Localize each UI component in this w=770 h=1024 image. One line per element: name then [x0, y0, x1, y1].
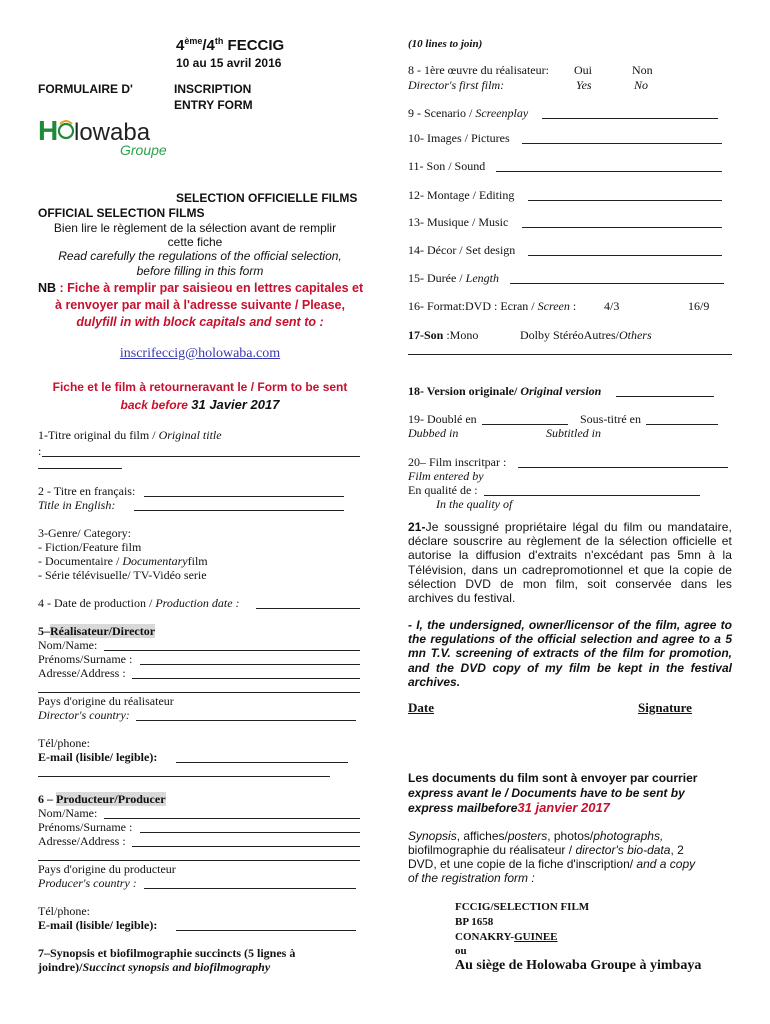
q21-text-fr: [408, 520, 732, 605]
q5-country-italic: Director's country:: [38, 708, 130, 722]
q1-label: [38, 428, 222, 443]
text-span: 6 –: [38, 792, 56, 806]
text-span: Others: [618, 328, 652, 342]
text-span: and a copy: [636, 857, 696, 871]
q6-country-label: Pays d'origine du producteur: [38, 862, 176, 876]
address-line-2: BP 1658: [455, 916, 494, 928]
q3-label: 3-Genre/ Category:: [38, 526, 131, 540]
q9-label: [408, 106, 528, 121]
text-span: film: [187, 554, 208, 568]
q1-input-line[interactable]: [42, 456, 360, 457]
q19-subtitled-label: Sous-titré en: [580, 412, 641, 426]
q6-heading: [38, 792, 166, 807]
text-span: 15- Durée /: [408, 271, 466, 285]
q17-label: [408, 328, 478, 343]
q2-input-line[interactable]: [144, 496, 344, 497]
q6-address-input[interactable]: [132, 846, 360, 847]
read-fr-2: cette fiche: [167, 235, 223, 249]
q19-subtitled-input[interactable]: [646, 424, 718, 425]
q20-label: 20– Film inscritpar :: [408, 455, 507, 469]
form-label-inscription: INSCRIPTION: [174, 82, 252, 96]
text-span: Original title: [158, 428, 222, 442]
q7-line-2: [38, 960, 270, 975]
address-line-5: Au siège de Holowaba Groupe à yimbaya: [455, 958, 702, 973]
q7-line-1: 7–Synopsis et biofilmographie succincts (5 lignes à: [38, 946, 296, 960]
q20-quality-input[interactable]: [484, 495, 700, 496]
signature-label: Signature: [638, 700, 692, 715]
text-span: CONAKRY-: [455, 931, 515, 943]
text-span: 18- Version originale/: [408, 384, 521, 398]
q20-quality-label: En qualité de :: [408, 483, 478, 497]
docs-line-1: Les documents du film sont à envoyer par courrier: [408, 771, 698, 785]
q6-country-italic: Producer's country :: [38, 876, 137, 890]
nb-line-1: [38, 281, 363, 295]
return-line-1: Fiche et le film à retourneravant le / Form to be sent: [52, 380, 348, 394]
q14-label: 14- Décor / Set design: [408, 243, 516, 257]
text-span: 31 Javier 2017: [191, 397, 280, 412]
text-span: express mailbefore: [408, 801, 518, 815]
q3-option-documentary[interactable]: [38, 554, 208, 569]
docs-line-3: [408, 800, 610, 815]
text-span: Screen: [537, 299, 570, 313]
q16-option-169[interactable]: 16/9: [688, 299, 710, 313]
q15-label: [408, 271, 499, 286]
text-span: director's bio-data: [575, 843, 671, 857]
address-line-3: [455, 931, 558, 943]
q10-input[interactable]: [522, 143, 722, 144]
q19-dubbed-input[interactable]: [482, 424, 568, 425]
q14-input[interactable]: [528, 255, 722, 256]
q5-address-label: Adresse/Address :: [38, 666, 126, 680]
q5-email-input[interactable]: [176, 762, 348, 763]
q5-address-input-2[interactable]: [38, 692, 360, 693]
q8-label: 8 - 1ère œuvre du réalisateur:: [408, 63, 549, 77]
q5-name-label: Nom/Name:: [38, 638, 98, 652]
q1-input-line-2[interactable]: [38, 468, 122, 469]
text-span: , 2: [670, 843, 684, 857]
text-span: biofilmographie du réalisateur /: [408, 843, 576, 857]
q18-input[interactable]: [616, 396, 714, 397]
q8-non[interactable]: Non: [632, 63, 653, 77]
q11-label: 11- Son / Sound: [408, 159, 486, 173]
text-span: Producteur/Producer: [56, 792, 166, 806]
address-line-1: FCCIG/SELECTION FILM: [455, 901, 590, 913]
docs-line-2: express avant le / Documents have to be sent by: [408, 786, 685, 800]
q5-heading: [38, 624, 155, 639]
text-span: 21-: [408, 520, 426, 534]
q6-surname-input[interactable]: [140, 832, 360, 833]
q6-address-input-2[interactable]: [38, 860, 360, 861]
q8-yes[interactable]: Yes: [576, 78, 592, 92]
q19-label: 19- Doublé en: [408, 412, 477, 426]
q16-option-43[interactable]: 4/3: [604, 299, 620, 313]
address-line-4: ou: [455, 945, 467, 957]
q13-input[interactable]: [522, 227, 722, 228]
text-span: 9 - Scenario /: [408, 106, 476, 120]
festival-title: 4ème/4th FECCIG: [176, 36, 285, 54]
text-span: 16- Format:DVD : Ecran /: [408, 299, 538, 313]
text-span: photographs,: [593, 829, 664, 843]
q12-label: 12- Montage / Editing: [408, 188, 515, 202]
list-line-2: [408, 843, 684, 857]
svg-text:H: H: [38, 115, 59, 146]
text-span: 4 - Date de production /: [38, 596, 156, 610]
q6-name-input[interactable]: [104, 818, 360, 819]
read-en-2: before filling in this form: [136, 264, 264, 278]
q9-input[interactable]: [542, 118, 718, 119]
q6-email-input[interactable]: [176, 930, 356, 931]
text-span: joindre)/: [38, 960, 83, 974]
q16-label: [408, 299, 576, 314]
text-span: Length: [465, 271, 499, 285]
q20-italic: Film entered by: [408, 469, 484, 483]
q5-country-input[interactable]: [136, 720, 356, 721]
q5-surname-label: Prénoms/Surname :: [38, 652, 133, 666]
text-span: :Mono: [443, 328, 479, 342]
selection-fr: SELECTION OFFICIELLE FILMS: [176, 191, 358, 205]
q6-country-input[interactable]: [144, 888, 356, 889]
q5-address-input[interactable]: [132, 678, 360, 679]
q4-label: [38, 596, 240, 611]
q8-italic: Director's first film:: [408, 78, 505, 92]
read-fr-1: Bien lire le règlement de la sélection avant de remplir: [53, 221, 337, 235]
q18-label: [408, 384, 601, 399]
q2-input-line-2[interactable]: [134, 510, 344, 511]
q2-label: 2 - Titre en français:: [38, 484, 136, 498]
text-span: 31 janvier 2017: [517, 800, 610, 815]
holowaba-logo: [36, 114, 176, 160]
list-line-1: [408, 829, 663, 843]
q10-label: 10- Images / Pictures: [408, 131, 510, 145]
q8-oui[interactable]: Oui: [574, 63, 592, 77]
q5-name-input[interactable]: [104, 650, 360, 651]
text-span: Réalisateur/Director: [50, 624, 156, 638]
q11-input[interactable]: [496, 171, 722, 172]
svg-text:Groupe: Groupe: [120, 142, 167, 158]
text-span: - Documentaire /: [38, 554, 123, 568]
list-line-4: of the registration form :: [408, 871, 535, 885]
selection-en: OFFICIAL SELECTION FILMS: [38, 206, 205, 220]
q5-email-input-2[interactable]: [38, 776, 330, 777]
text-span: Production date :: [155, 596, 240, 610]
text-span: Dolby StéréoAutres/: [520, 328, 619, 342]
text-span: 17-Son: [408, 328, 444, 342]
q19-dubbed-italic: Dubbed in: [408, 426, 459, 440]
text-span: GUINEE: [514, 931, 558, 943]
text-span: back before: [120, 398, 192, 412]
text-span: Je soussigné propriétaire légal du film ou mandataire, déclare souscrire au règlement de la sélection officielle et autorise la diffusion d'extraits n'excédant pas 5mn à la Télévision, dans un cadrepromotionnel et que la copie de sélection DVD de mon film, soit conservée dans les archives du festival.: [408, 520, 732, 606]
q20-quality-italic: In the quality of: [436, 497, 513, 511]
q6-address-label: Adresse/Address :: [38, 834, 126, 848]
text-span: NB: [38, 281, 57, 295]
q5-email-label: E-mail (lisible/ legible):: [38, 750, 158, 764]
q6-name-label: Nom/Name:: [38, 806, 98, 820]
lines-note: (10 lines to join): [408, 38, 483, 50]
text-span: 5–: [38, 624, 50, 638]
text-span: DVD, et une copie de la fiche d'inscription/: [408, 857, 637, 871]
text-span: Documentary: [122, 554, 188, 568]
email-link[interactable]: inscrifeccig@holowaba.com: [119, 346, 281, 361]
date-label: Date: [408, 700, 434, 715]
text-span: :: [569, 299, 577, 313]
text-span: Synopsis: [408, 829, 457, 843]
q20-input[interactable]: [518, 467, 728, 468]
q13-label: 13- Musique / Music: [408, 215, 509, 229]
q6-tel-label: Tél/phone:: [38, 904, 90, 918]
q5-tel-label: Tél/phone:: [38, 736, 90, 750]
text-span: 1-Titre original du film /: [38, 428, 159, 442]
read-en-1: Read carefully the regulations of the official selection,: [58, 249, 342, 263]
nb-line-2: à renvoyer par mail à l'adresse suivante / Please,: [55, 298, 345, 312]
form-label-fr: FORMULAIRE D': [38, 82, 133, 96]
q12-input[interactable]: [528, 200, 722, 201]
form-label-entry: ENTRY FORM: [174, 98, 253, 112]
text-span: Succinct synopsis and biofilmography: [82, 960, 271, 974]
q8-no[interactable]: No: [634, 78, 649, 92]
nb-line-3: dulyfill in with block capitals and sent to :: [76, 315, 324, 329]
q1-colon: :: [38, 444, 42, 458]
return-line-2: [30, 397, 370, 412]
text-span: posters: [507, 829, 548, 843]
q5-surname-input[interactable]: [140, 664, 360, 665]
text-span: , photos/: [547, 829, 594, 843]
text-span: Screenplay: [475, 106, 529, 120]
q3-option-fiction[interactable]: - Fiction/Feature film: [38, 540, 142, 554]
q17-dolby: [520, 328, 652, 343]
q6-surname-label: Prénoms/Surname :: [38, 820, 133, 834]
text-span: Original version: [520, 384, 602, 398]
q5-country-label: Pays d'origine du réalisateur: [38, 694, 174, 708]
q6-email-label: E-mail (lisible/ legible):: [38, 918, 158, 932]
text-span: , affiches/: [456, 829, 508, 843]
festival-dates: 10 au 15 avril 2016: [176, 56, 282, 70]
q3-option-tv[interactable]: - Série télévisuelle/ TV-Vidéo serie: [38, 568, 207, 582]
q17-input[interactable]: [408, 354, 732, 355]
logo-icon: [36, 114, 176, 160]
q21-text-en: - I, the undersigned, owner/licensor of the film, agree to the regulations of the official selection and agree to a 5 mn T.V. screening of extracts of the film for promotion, and the DVD copy of my film be kept in the festival archives.: [408, 618, 732, 689]
text-span: : Fiche à remplir par saisieou en lettres capitales et: [56, 281, 364, 295]
list-line-3: [408, 857, 695, 871]
q2-italic: Title in English:: [38, 498, 116, 512]
svg-text:lowaba: lowaba: [74, 119, 151, 146]
q15-input[interactable]: [510, 283, 724, 284]
q4-input-line[interactable]: [256, 608, 360, 609]
q19-subtitled-italic: Subtitled in: [546, 426, 601, 440]
